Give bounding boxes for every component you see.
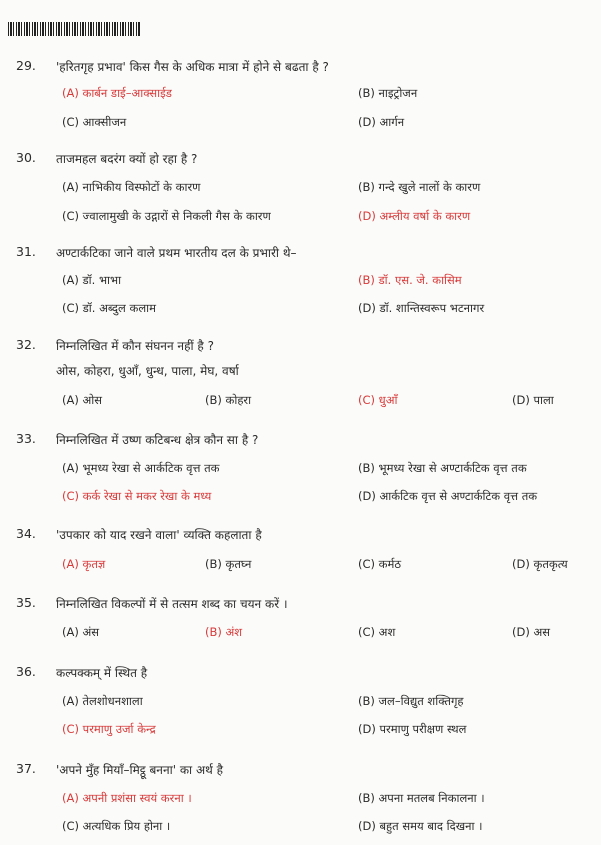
option-c: (C) आक्सीजन bbox=[62, 115, 127, 129]
option-d: (D) बहुत समय बाद दिखना । bbox=[358, 819, 483, 833]
question-number: 31. bbox=[16, 244, 36, 259]
option-b: (B) कोहरा bbox=[205, 393, 252, 407]
option-c: (C) अत्यधिक प्रिय होना । bbox=[62, 819, 171, 833]
option-d: (D) आर्गन bbox=[358, 115, 405, 129]
question-text: कल्पक्कम् में स्थित है bbox=[56, 666, 148, 680]
option-d: (D) आर्कटिक वृत्त से अण्टार्कटिक वृत्त तक bbox=[358, 489, 538, 503]
option-c: (C) कर्मठ bbox=[358, 557, 402, 571]
option-b: (B) डॉ. एस. जे. कासिम bbox=[358, 273, 462, 287]
option-d: (D) अम्लीय वर्षा के कारण bbox=[358, 209, 471, 223]
question-text: निम्नलिखित विकल्पों में से तत्सम शब्द का चयन करें । bbox=[56, 597, 288, 611]
question-text: निम्नलिखित में उष्ण कटिबन्ध क्षेत्र कौन सा है ? bbox=[56, 433, 259, 447]
question-subtext: ओस, कोहरा, धुआँ, धुन्ध, पाला, मेघ, वर्षा bbox=[56, 364, 239, 378]
option-b: (B) भूमध्य रेखा से अण्टार्कटिक वृत्त तक bbox=[358, 461, 527, 475]
option-b: (B) गन्दे खुले नालों के कारण bbox=[358, 180, 481, 194]
question-number: 35. bbox=[16, 595, 36, 610]
question-number: 30. bbox=[16, 150, 36, 165]
option-a: (A) अंस bbox=[62, 625, 100, 639]
option-b: (B) कृतघ्न bbox=[205, 557, 252, 571]
question-number: 36. bbox=[16, 664, 36, 679]
option-a: (A) नाभिकीय विस्फोटों के कारण bbox=[62, 180, 201, 194]
question-number: 33. bbox=[16, 431, 36, 446]
option-d: (D) परमाणु परीक्षण स्थल bbox=[358, 722, 467, 736]
option-a: (A) कार्बन डाई–आक्साईड bbox=[62, 86, 172, 100]
option-b: (B) अंश bbox=[205, 625, 243, 639]
question-number: 32. bbox=[16, 337, 36, 352]
option-b: (B) अपना मतलब निकालना । bbox=[358, 791, 485, 805]
question-text: 'हरितगृह प्रभाव' किस गैस के अधिक मात्रा में होने से बढता है ? bbox=[56, 60, 329, 74]
question-text: अण्टार्कटिका जाने वाले प्रथम भारतीय दल के प्रभारी थे– bbox=[56, 246, 297, 260]
option-c: (C) कर्क रेखा से मकर रेखा के मध्य bbox=[62, 489, 212, 503]
question-text: निम्नलिखित में कौन संघनन नहीं है ? bbox=[56, 339, 214, 353]
option-a: (A) डॉ. भाभा bbox=[62, 273, 122, 287]
question-text: 'उपकार को याद रखने वाला' व्यक्ति कहलाता है bbox=[56, 528, 262, 542]
barcode bbox=[8, 22, 140, 36]
option-c: (C) डॉ. अब्दुल कलाम bbox=[62, 301, 156, 315]
option-a: (A) अपनी प्रशंसा स्वयं करना । bbox=[62, 791, 192, 805]
question-text: ताजमहल बदरंग क्यों हो रहा है ? bbox=[56, 152, 198, 166]
option-a: (A) ओस bbox=[62, 393, 103, 407]
option-d: (D) अस bbox=[512, 625, 551, 639]
question-number: 34. bbox=[16, 526, 36, 541]
option-d: (D) कृतकृत्य bbox=[512, 557, 568, 571]
question-number: 37. bbox=[16, 761, 36, 776]
option-c: (C) धुआँ bbox=[358, 393, 398, 407]
option-a: (A) कृतज्ञ bbox=[62, 557, 106, 571]
option-c: (C) ज्वालामुखी के उद्गारों से निकली गैस के कारण bbox=[62, 209, 271, 223]
option-c: (C) परमाणु उर्जा केन्द्र bbox=[62, 722, 156, 736]
option-d: (D) पाला bbox=[512, 393, 554, 407]
option-a: (A) भूमध्य रेखा से आर्कटिक वृत्त तक bbox=[62, 461, 220, 475]
question-text: 'अपने मुँह मियाँ–मिट्ठू बनना' का अर्थ है bbox=[56, 763, 223, 777]
option-b: (B) नाइट्रोजन bbox=[358, 86, 418, 100]
option-d: (D) डॉ. शान्तिस्वरूप भटनागर bbox=[358, 301, 485, 315]
option-a: (A) तेलशोधनशाला bbox=[62, 694, 143, 708]
option-c: (C) अश bbox=[358, 625, 396, 639]
question-number: 29. bbox=[16, 58, 36, 73]
option-b: (B) जल–विद्युत शक्तिगृह bbox=[358, 694, 464, 708]
